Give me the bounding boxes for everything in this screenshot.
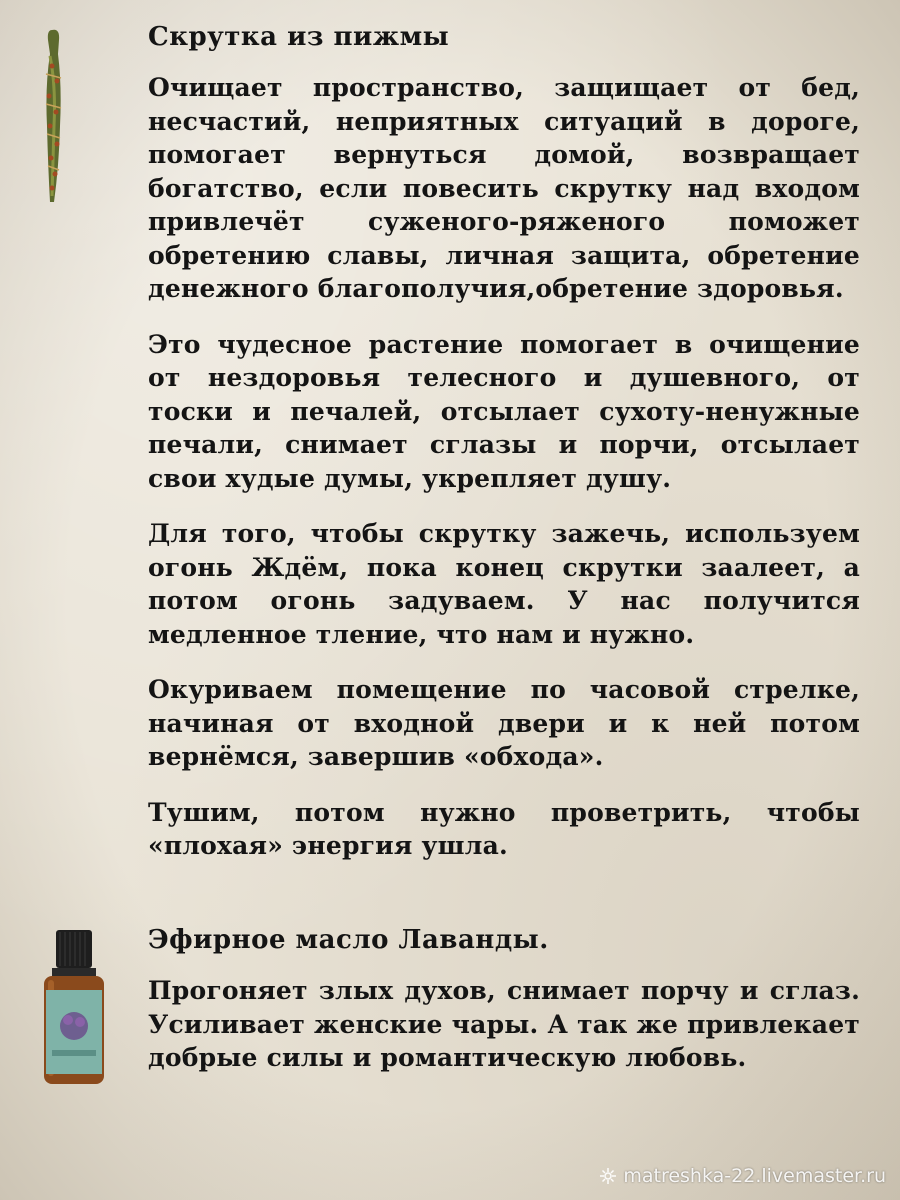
tansy-paragraph-3: Для того, чтобы скрутку зажечь, используем огонь Ждём, пока конец скрутки заалеет, а потом огонь задуваем. У нас получится медленное тление, что нам и нужно. [148, 519, 860, 649]
section-title-lavender: Эфирное масло Лаванды. [148, 925, 549, 955]
tansy-paragraph-5: Тушим, потом нужно проветрить, чтобы «плохая» энергия ушла. [148, 797, 860, 861]
watermark [599, 1165, 886, 1190]
tansy-section [148, 22, 860, 885]
lavender-paragraph-1: Прогоняет злых духов, снимает порчу и сглаз. Усиливает женские чары. А так же привлекает добрые силы и романтическую любовь. [148, 976, 860, 1073]
watermark-text: matreshka-22.livemaster.ru [623, 1165, 886, 1187]
herb-bundle-image [30, 26, 80, 206]
tansy-paragraph-2: Это чудесное растение помогает в очищение от нездоровья телесного и душевного, от тоски и печалей, отсылает сухоту-ненужные печали, снимает сглазы и порчи, отсылает свои худые думы, укрепляет душу. [148, 329, 860, 493]
tansy-paragraph-1: Очищает пространство, защищает от бед, несчастий, неприятных ситуаций в дороге, помогает вернуться домой, возвращает богатство, если повесить скрутку над входом привлечёт суженого-ряженого поможет обретению славы, личная защита, обретение денежного благополучия,обретение здоровья. [148, 73, 860, 304]
section-title-tansy: Скрутка из пижмы [148, 22, 450, 52]
lavender-section [148, 925, 860, 1097]
oil-bottle-image [38, 928, 110, 1088]
tansy-paragraph-4: Окуриваем помещение по часовой стрелке, начиная от входной двери и к ней потом вернёмся, завершив «обхода». [148, 675, 860, 772]
flower-icon [599, 1167, 617, 1190]
